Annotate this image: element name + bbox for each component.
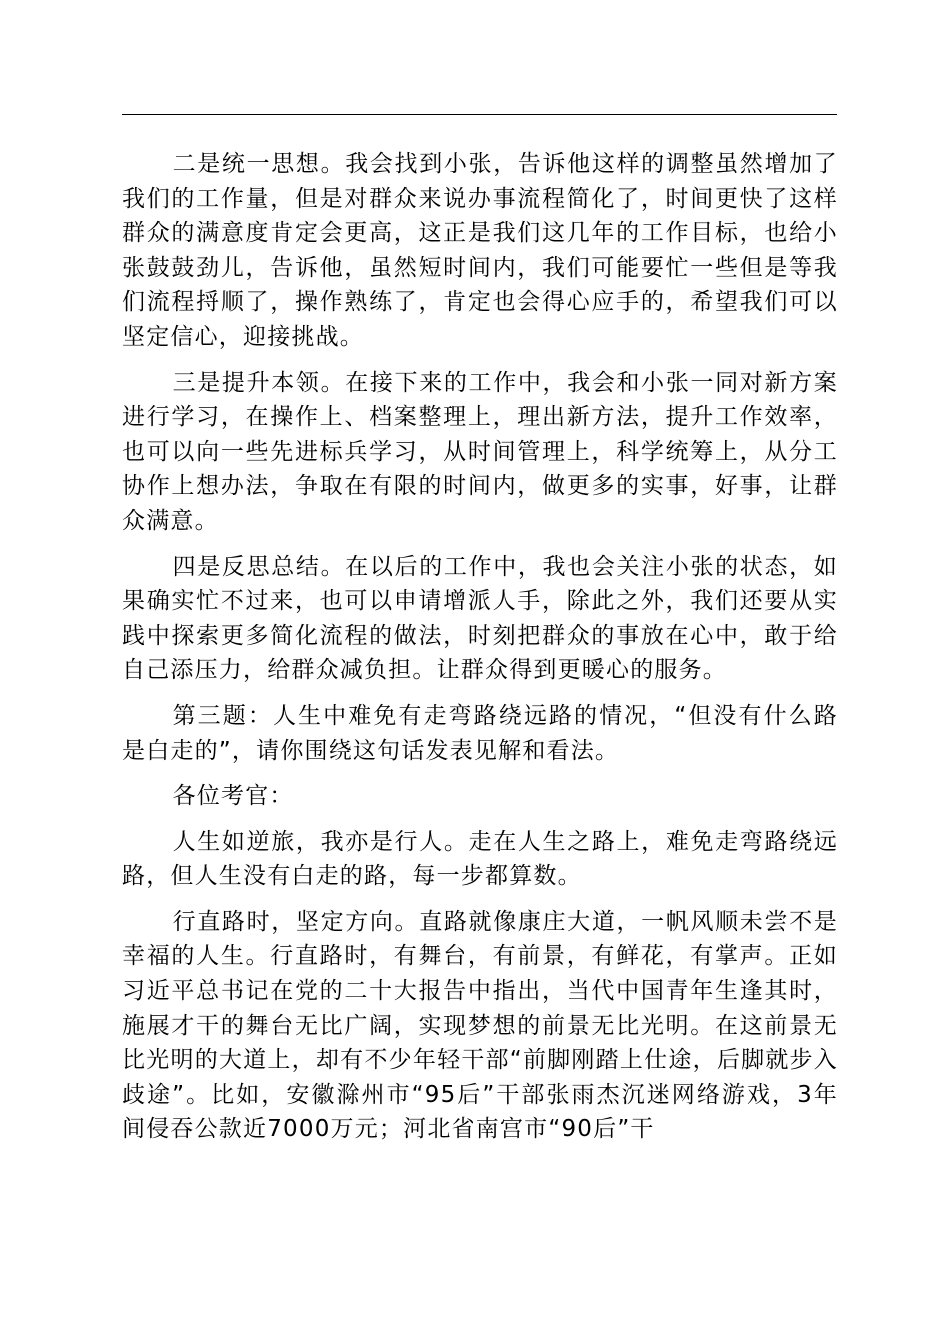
paragraph-improve-skills: 三是提升本领。在接下来的工作中，我会和小张一同对新方案进行学习，在操作上、档案整理上，理出新方法，提升工作效率，也可以向一些先进标兵学习，从时间管理上，科学统筹上，从分工协作上想办法，争取在有限的时间内，做更多的实事，好事，让群众满意。: [122, 369, 838, 534]
document-body: [122, 147, 838, 1158]
paragraph-reflect-summarize: 四是反思总结。在以后的工作中，我也会关注小张的状态，如果确实忙不过来，也可以申请增派人手，除此之外，我们还要从实践中探索更多简化流程的做法，时刻把群众的事放在心中，敢于给自己添压力，给群众减负担。让群众得到更暖心的服务。: [122, 553, 838, 684]
paragraph-unify-thinking: 二是统一思想。我会找到小张，告诉他这样的调整虽然增加了我们的工作量，但是对群众来说办事流程简化了，时间更快了这样群众的满意度肯定会更高，这正是我们这几年的工作目标，也给小张鼓鼓劲儿，告诉他，虽然短时间内，我们可能要忙一些但是等我们流程捋顺了，操作熟练了，肯定也会得心应手的，希望我们可以坚定信心，迎接挑战。: [122, 151, 838, 350]
paragraph-greeting: 各位考官：: [172, 783, 294, 810]
paragraph-question-three: 第三题：人生中难免有走弯路绕远路的情况，“但没有什么路是白走的”，请你围绕这句话发表见解和看法。: [122, 702, 838, 764]
paragraph-straight-road: 行直路时，坚定方向。直路就像康庄大道，一帆风顺未尝不是幸福的人生。行直路时，有舞台，有前景，有鲜花，有掌声。正如习近平总书记在党的二十大报告中指出，当代中国青年生逢其时，施展才干的舞台无比广阔，实现梦想的前景无比光明。在这前景无比光明的大道上，却有不少年轻干部“前脚刚踏上仕途，后脚就步入歧途”。比如，安徽滁州市“95后”干部张雨杰沉迷网络游戏，3年间侵吞公款近7000万元；河北省南宫市“90后”干: [122, 908, 838, 1143]
paragraph-intro: 人生如逆旅，我亦是行人。走在人生之路上，难免走弯路绕远路，但人生没有白走的路，每一步都算数。: [122, 828, 838, 890]
header-rule: [122, 114, 837, 115]
